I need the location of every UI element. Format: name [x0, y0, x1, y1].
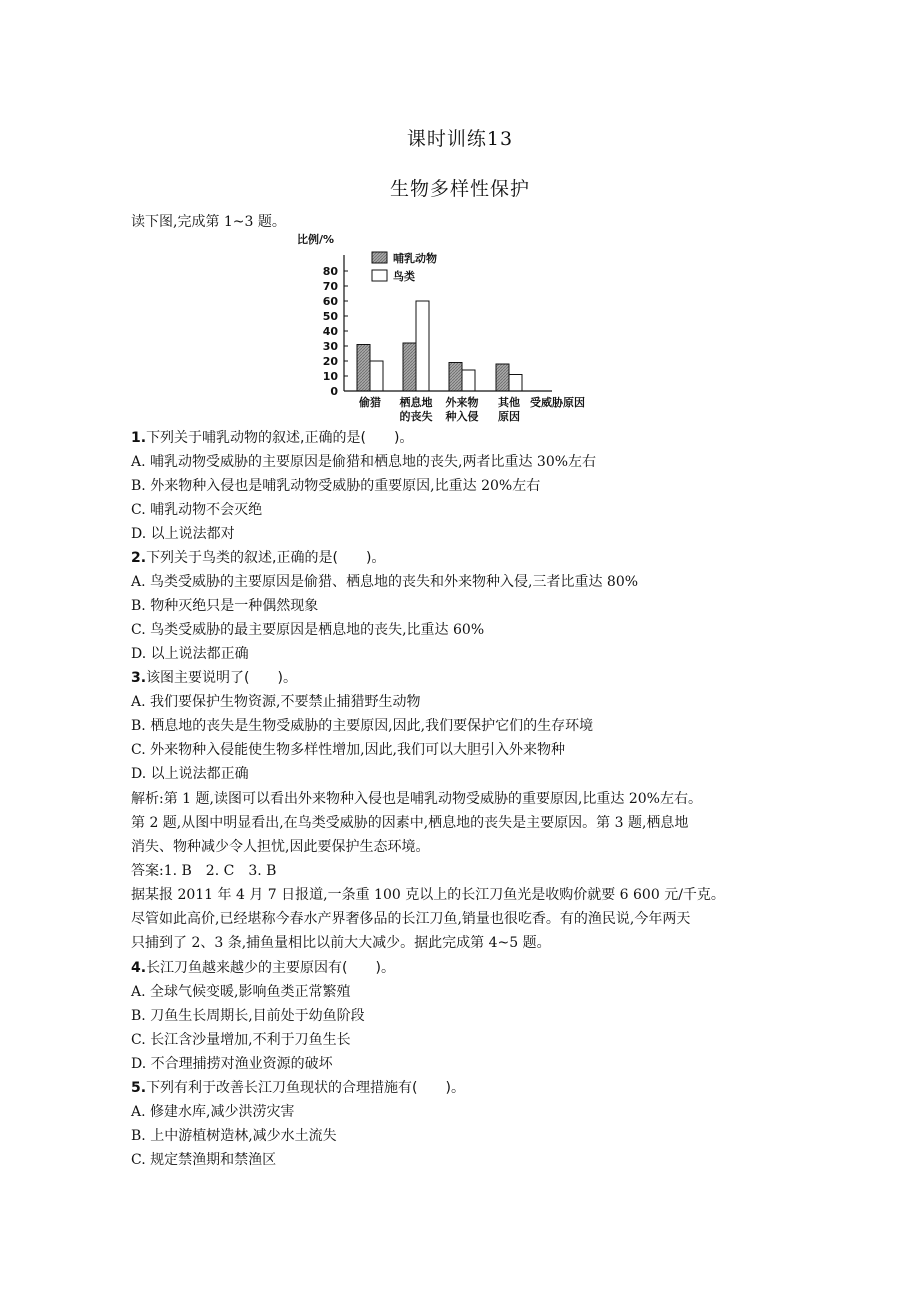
q4-option-a: A. 全球气候变暖,影响鱼类正常繁殖 [131, 984, 351, 1000]
q5-number: 5. [131, 1080, 147, 1096]
q3-option-b: B. 栖息地的丧失是生物受威胁的主要原因,因此,我们要保护它们的生存环境 [131, 718, 594, 734]
legend-label-mammal: 哺乳动物 [393, 252, 437, 265]
x-axis-label: 受威胁原因 [530, 396, 585, 409]
q4-text: 长江刀鱼越来越少的主要原因有( )。 [146, 960, 395, 976]
analysis-line-1: 解析:第 1 题,读图可以看出外来物种入侵也是哺乳动物受威胁的重要原因,比重达 20%左右。 [131, 791, 702, 807]
q5-option-a: A. 修建水库,减少洪涝灾害 [131, 1104, 295, 1120]
passage-line-2: 尽管如此高价,已经堪称今春水产界奢侈品的长江刀鱼,销量也很吃香。有的渔民说,今年两天 [131, 911, 691, 927]
y-tick-label: 60 [322, 295, 338, 308]
mammal-bar-0 [357, 345, 370, 392]
x-category-label: 种入侵 [445, 410, 479, 423]
q2-stem [131, 548, 385, 568]
y-tick-label: 70 [322, 280, 338, 293]
bird-bar-0 [370, 361, 383, 391]
y-tick-label: 10 [322, 370, 338, 383]
q5-stem [131, 1078, 465, 1098]
q3-option-c: C. 外来物种入侵能使生物多样性增加,因此,我们可以大胆引入外来物种 [131, 742, 566, 758]
q1-stem [131, 428, 413, 448]
q5-option-b: B. 上中游植树造林,减少水土流失 [131, 1128, 337, 1144]
q1-text: 下列关于哺乳动物的叙述,正确的是( )。 [146, 430, 414, 446]
x-category-label: 栖息地 [399, 396, 433, 409]
y-tick-label: 80 [322, 265, 338, 278]
q1-option-d: D. 以上说法都对 [131, 526, 235, 542]
mammal-bar-1 [403, 343, 416, 391]
y-tick-label: 40 [322, 325, 338, 338]
mammal-bar-2 [449, 363, 462, 392]
passage-line-1: 据某报 2011 年 4 月 7 日报道,一条重 100 克以上的长江刀鱼光是收购价就要 6 600 元/千克。 [131, 887, 725, 903]
y-tick-label: 30 [322, 340, 338, 353]
q1-option-a: A. 哺乳动物受威胁的主要原因是偷猎和栖息地的丧失,两者比重达 30%左右 [131, 454, 597, 470]
q2-option-a: A. 鸟类受威胁的主要原因是偷猎、栖息地的丧失和外来物种入侵,三者比重达 80% [131, 574, 639, 590]
y-tick-label: 0 [330, 385, 338, 398]
q4-option-b: B. 刀鱼生长周期长,目前处于幼鱼阶段 [131, 1008, 365, 1024]
bird-bar-1 [416, 301, 429, 391]
q5-text: 下列有利于改善长江刀鱼现状的合理措施有( )。 [146, 1080, 465, 1096]
bird-bar-2 [462, 370, 475, 391]
passage-line-3: 只捕到了 2、3 条,捕鱼量相比以前大大减少。据此完成第 4~5 题。 [131, 935, 551, 951]
y-tick-label: 50 [322, 310, 338, 323]
q1-number: 1. [131, 430, 147, 446]
analysis-line-2: 第 2 题,从图中明显看出,在鸟类受威胁的因素中,栖息地的丧失是主要原因。第 3 题,栖息地 [131, 815, 689, 831]
x-category-label: 外来物 [445, 396, 479, 409]
q1-option-c: C. 哺乳动物不会灭绝 [131, 502, 263, 518]
q3-option-a: A. 我们要保护生物资源,不要禁止捕猎野生动物 [131, 694, 421, 710]
page-subtitle: 生物多样性保护 [389, 178, 530, 200]
y-tick-label: 20 [322, 355, 338, 368]
analysis-line-3: 消失、物种减少令人担忧,因此要保护生态环境。 [131, 839, 430, 855]
q2-option-c: C. 鸟类受威胁的最主要原因是栖息地的丧失,比重达 60% [131, 622, 485, 638]
x-category-label: 偷猎 [359, 396, 381, 409]
x-category-label: 原因 [498, 410, 520, 423]
legend-label-bird: 鸟类 [393, 270, 415, 283]
q5-option-c: C. 规定禁渔期和禁渔区 [131, 1152, 277, 1168]
intro-text: 读下图,完成第 1~3 题。 [131, 214, 286, 230]
q2-number: 2. [131, 550, 147, 566]
q1-option-b: B. 外来物种入侵也是哺乳动物受威胁的重要原因,比重达 20%左右 [131, 478, 541, 494]
y-axis-label: 比例/% [297, 233, 335, 246]
mammal-bar-3 [496, 364, 509, 391]
bird-bar-3 [509, 375, 522, 392]
q4-option-c: C. 长江含沙量增加,不利于刀鱼生长 [131, 1032, 351, 1048]
q3-option-d: D. 以上说法都正确 [131, 766, 249, 782]
q2-text: 下列关于鸟类的叙述,正确的是( )。 [146, 550, 386, 566]
q2-option-b: B. 物种灭绝只是一种偶然现象 [131, 598, 319, 614]
q3-stem [131, 668, 297, 688]
q4-number: 4. [131, 960, 147, 976]
x-category-label: 的丧失 [399, 410, 433, 423]
q4-stem [131, 958, 395, 978]
page-title: 课时训练13 [406, 128, 514, 150]
q4-option-d: D. 不合理捕捞对渔业资源的破坏 [131, 1056, 333, 1072]
q2-option-d: D. 以上说法都正确 [131, 646, 249, 662]
q3-text: 该图主要说明了( )。 [146, 670, 297, 686]
legend-swatch-mammal [372, 252, 387, 263]
q3-number: 3. [131, 670, 147, 686]
legend-swatch-bird [372, 270, 387, 281]
answer-line: 答案:1. B 2. C 3. B [131, 863, 277, 879]
threat-causes-bar-chart [290, 228, 630, 428]
x-category-label: 其他 [498, 396, 520, 409]
